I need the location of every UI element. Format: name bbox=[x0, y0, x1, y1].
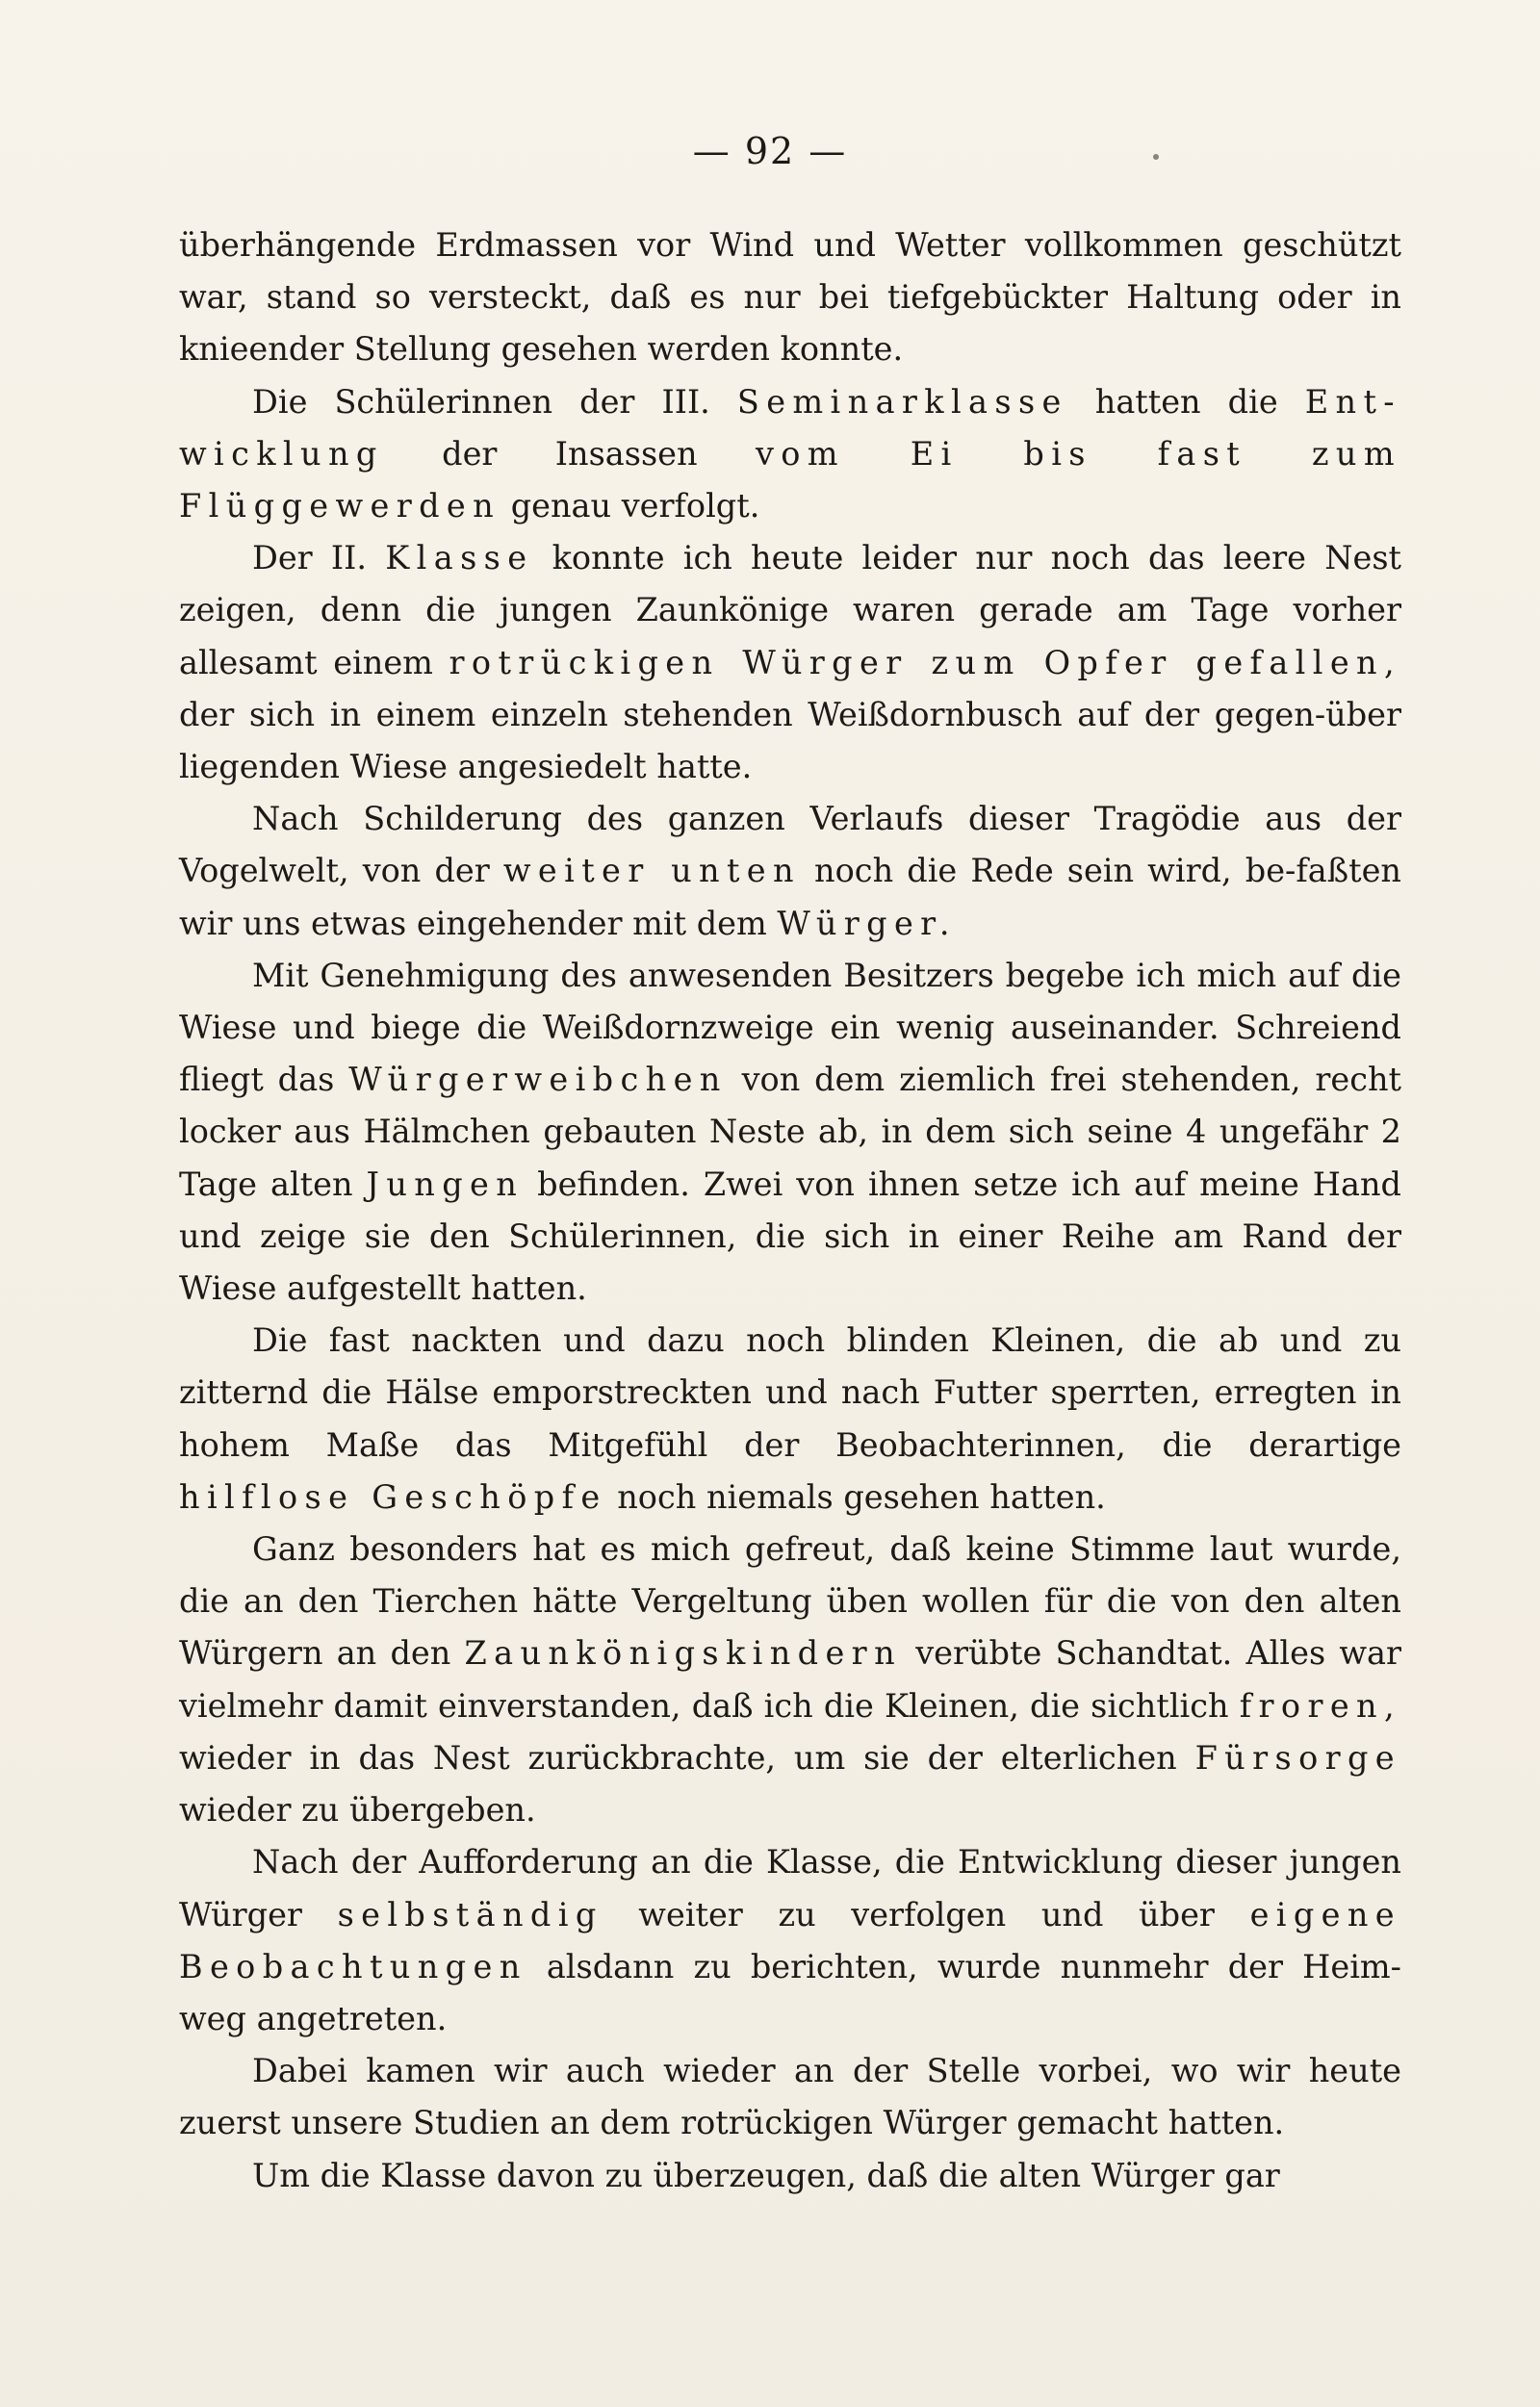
spaced-emphasis-text: Jungen bbox=[366, 1165, 525, 1203]
paragraph bbox=[179, 532, 1401, 793]
paragraph-text: Dabei kamen wir auch wieder an der Stelle vorbei, wo wir heute zuerst unsere Studien an dem rotrückigen Würger gemacht hatten. bbox=[179, 2052, 1401, 2142]
spaced-emphasis-text: Seminarklasse bbox=[736, 382, 1068, 421]
page-number: — 92 — bbox=[692, 130, 848, 172]
paragraph bbox=[179, 1524, 1401, 1836]
paragraph-text: Ganz besonders hat es mich gefreut, daß keine Stimme laut wurde, die an den Tierchen hätte Vergeltung üben wollen für die von den alten Würgern an den bbox=[179, 1530, 1401, 1673]
paragraph-text: Die fast nackten und dazu noch blinden Kleinen, die ab und zu zitternd die Hälse emporstreckten und nach Futter sperrten, erregten in hohem Maße das Mitgefühl der Beobachterinnen, die derartige bbox=[179, 1321, 1401, 1464]
paragraph-text: wieder zu übergeben. bbox=[179, 1791, 536, 1830]
spaced-emphasis-text: Ent-wicklung bbox=[179, 382, 1401, 473]
spaced-emphasis-text: Fürsorge bbox=[1194, 1738, 1401, 1777]
paragraph-text: Der II. bbox=[252, 539, 386, 577]
spaced-emphasis-text: hilflose Geschöpfe bbox=[179, 1477, 607, 1516]
paragraph bbox=[179, 2150, 1401, 2202]
paragraph-text: verübte Schandtat. Alles war vielmehr damit einverstanden, daß ich die Kleinen, die sichtlich bbox=[179, 1634, 1401, 1725]
paragraph-text: der sich in einem einzeln stehenden Weißdornbusch auf der gegen-über liegenden Wiese angesiedelt hatte. bbox=[179, 695, 1401, 786]
spaced-emphasis-text: Würgerweibchen bbox=[348, 1061, 728, 1099]
paragraph-text: wieder in das Nest zurückbrachte, um sie der elterlichen bbox=[179, 1738, 1195, 1777]
spaced-emphasis-text: selbständig bbox=[337, 1895, 603, 1933]
paragraph-text: Mit Genehmigung des anwesenden Besitzers begebe ich mich auf die Wiese und biege die Weißdornzweige ein wenig auseinander. Schreiend fliegt das bbox=[179, 956, 1401, 1099]
paragraph bbox=[179, 1836, 1401, 2045]
paragraph-text: Nach der Aufforderung an die Klasse, die Entwicklung dieser jungen Würger bbox=[179, 1843, 1401, 1933]
paragraph-text: von dem ziemlich frei stehenden, recht locker aus Hälmchen gebauten Neste ab, in dem sich seine 4 ungefähr 2 Tage alten bbox=[179, 1061, 1402, 1203]
paragraph-text: genau verfolgt. bbox=[500, 487, 760, 525]
paragraph-text: Die Schülerinnen der III. bbox=[252, 382, 737, 421]
paragraph-text: befinden. Zwei von ihnen setze ich auf meine Hand und zeige sie den Schülerinnen, die sich in einer Reihe am Rand der Wiese aufgestellt hatten. bbox=[179, 1165, 1402, 1308]
paragraph-text: noch die Rede sein wird, be-faßten wir uns etwas eingehender mit dem bbox=[179, 852, 1401, 942]
spaced-emphasis-text: vom Ei bis fast zum Flüggewerden bbox=[179, 434, 1401, 525]
paragraph-text: weiter zu verfolgen und über bbox=[603, 1895, 1250, 1933]
paragraph bbox=[179, 793, 1401, 950]
paragraph bbox=[179, 1315, 1401, 1524]
paper-speck bbox=[1153, 154, 1159, 160]
paragraph-text: Nach Schilderung des ganzen Verlaufs dieser Tragödie aus der Vogelwelt, von der bbox=[179, 800, 1401, 890]
paragraph bbox=[179, 950, 1401, 1315]
spaced-emphasis-text: Zaunkönigskindern bbox=[464, 1634, 903, 1673]
paragraph-text: überhängende Erdmassen vor Wind und Wetter vollkommen geschützt war, stand so versteckt, daß es nur bei tiefgebückter Haltung oder in knieender Stellung gesehen werden konnte. bbox=[179, 226, 1401, 369]
paragraph-text: der Insassen bbox=[383, 434, 756, 473]
paragraph bbox=[179, 376, 1401, 533]
spaced-emphasis-text: Würger. bbox=[777, 904, 957, 942]
paragraph bbox=[179, 2045, 1401, 2149]
paragraph-text: konnte ich heute leider nur noch das leere Nest zeigen, denn die jungen Zaunkönige waren gerade am Tage vorher allesamt einem bbox=[179, 539, 1401, 681]
spaced-emphasis-text: rotrückigen Würger zum Opfer gefallen, bbox=[449, 643, 1402, 681]
spaced-emphasis-text: weiter unten bbox=[502, 852, 801, 890]
paragraph-text: Um die Klasse davon zu überzeugen, daß die alten Würger gar bbox=[252, 2156, 1280, 2194]
paragraph bbox=[179, 219, 1401, 376]
spaced-emphasis-text: froren, bbox=[1239, 1686, 1401, 1725]
paragraph-text: hatten die bbox=[1067, 382, 1305, 421]
paragraph-text: noch niemals gesehen hatten. bbox=[606, 1477, 1106, 1516]
spaced-emphasis-text: Klasse bbox=[385, 539, 534, 577]
spaced-emphasis-text: eigene Beobachtungen bbox=[179, 1895, 1401, 1985]
paragraph-text: alsdann zu berichten, wurde nunmehr der Heim-weg angetreten. bbox=[179, 1947, 1401, 2037]
body-text bbox=[179, 219, 1401, 2202]
